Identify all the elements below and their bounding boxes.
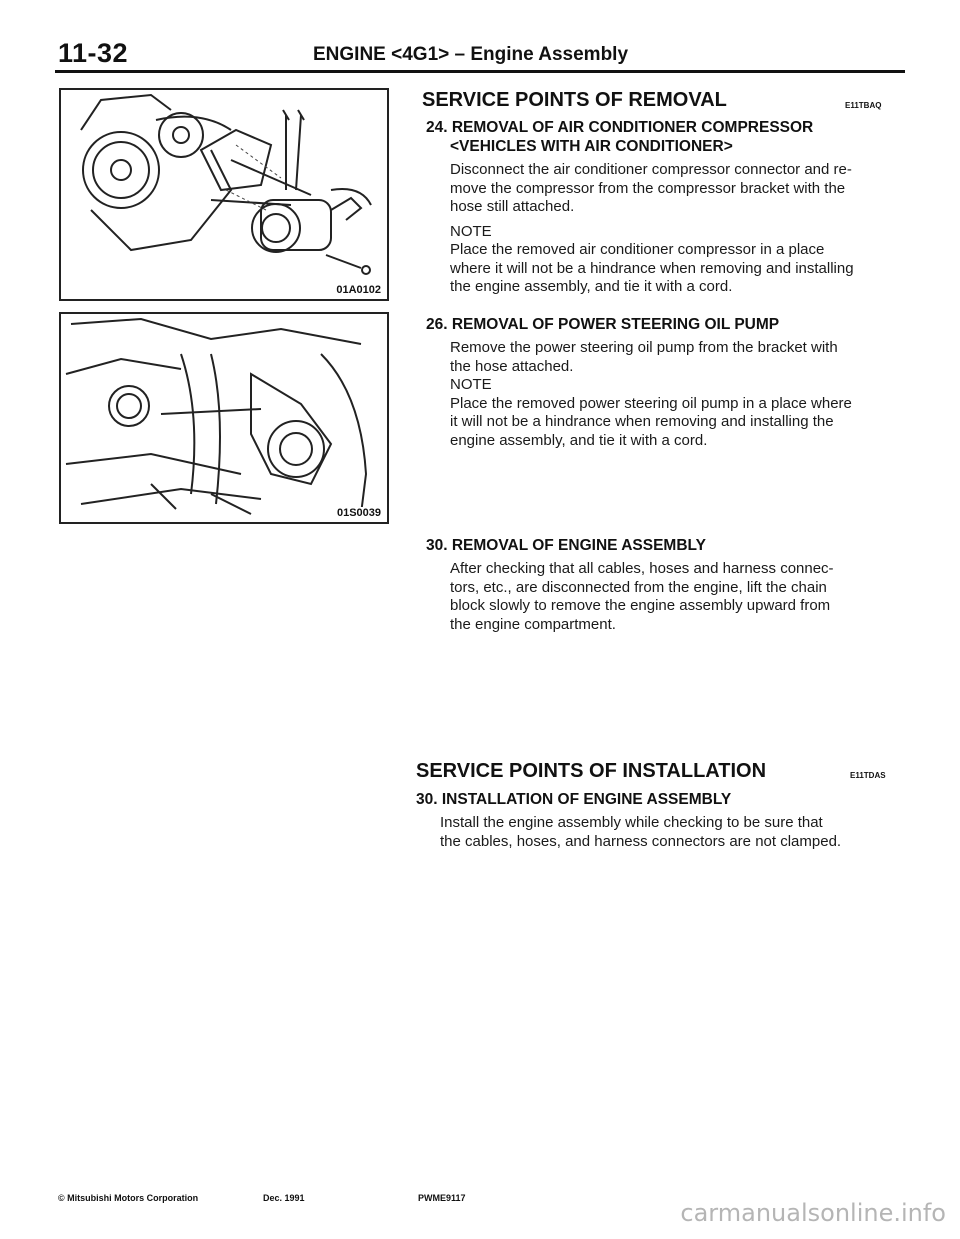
ac-compressor-illustration	[61, 90, 387, 299]
installation-item-engine-assembly	[416, 790, 841, 851]
removal-item-engine-assembly	[426, 536, 834, 634]
figure-label: 01S0039	[336, 507, 381, 519]
footer-doc-code: PWME9117	[418, 1193, 466, 1203]
item-body: Install the engine assembly while checking to be sure that the cables, hoses, and harness connectors are not clamped.	[440, 814, 842, 850]
item-heading: 30. REMOVAL OF ENGINE ASSEMBLY	[426, 537, 706, 554]
item-note: NOTE Place the removed power steering oil pump in a place where it will not be a hindrance when removing and installing the engine assembly, and tie it with a cord.	[450, 376, 852, 449]
figure-ac-compressor	[59, 88, 389, 301]
installation-section-title: SERVICE POINTS OF INSTALLATION	[416, 760, 767, 782]
figure-power-steering-pump	[59, 312, 389, 524]
item-body: Remove the power steering oil pump from the bracket with the hose attached.	[450, 339, 838, 375]
power-steering-pump-illustration	[61, 314, 387, 522]
watermark: carmanualsonline.info	[680, 1199, 946, 1227]
installation-section-code: E11TDAS	[850, 771, 886, 780]
item-body: Disconnect the air conditioner compressor connector and re- move the compressor from the compressor bracket with the hose still attached.	[450, 161, 852, 215]
removal-section-title: SERVICE POINTS OF REMOVAL	[422, 89, 727, 111]
header-rule	[55, 70, 905, 73]
note-label: NOTE	[450, 376, 492, 393]
page-number: 11-32	[58, 38, 129, 68]
removal-item-ac-compressor	[426, 118, 854, 297]
item-note: NOTE Place the removed air conditioner compressor in a place where it will not be a hindrance when removing and installing the engine assembly, and tie it with a cord.	[450, 222, 854, 295]
item-heading: 26. REMOVAL OF POWER STEERING OIL PUMP	[426, 316, 780, 333]
page-title: ENGINE <4G1> – Engine Assembly	[313, 44, 629, 65]
item-body: After checking that all cables, hoses and harness connec- tors, etc., are disconnected from the engine, lift the chain block slowly to remove the engine assembly upward from the engine compartment.	[450, 560, 834, 633]
footer-copyright: © Mitsubishi Motors Corporation	[58, 1193, 199, 1203]
item-heading: 24. REMOVAL OF AIR CONDITIONER COMPRESSOR <VEHICLES WITH AIR CONDITIONER>	[426, 119, 814, 155]
removal-item-power-steering-pump	[426, 315, 852, 450]
figure-label: 01A0102	[336, 284, 381, 296]
removal-section-code: E11TBAQ	[845, 101, 882, 110]
note-label: NOTE	[450, 222, 492, 240]
item-heading: 30. INSTALLATION OF ENGINE ASSEMBLY	[416, 791, 732, 808]
footer-date: Dec. 1991	[263, 1193, 305, 1203]
